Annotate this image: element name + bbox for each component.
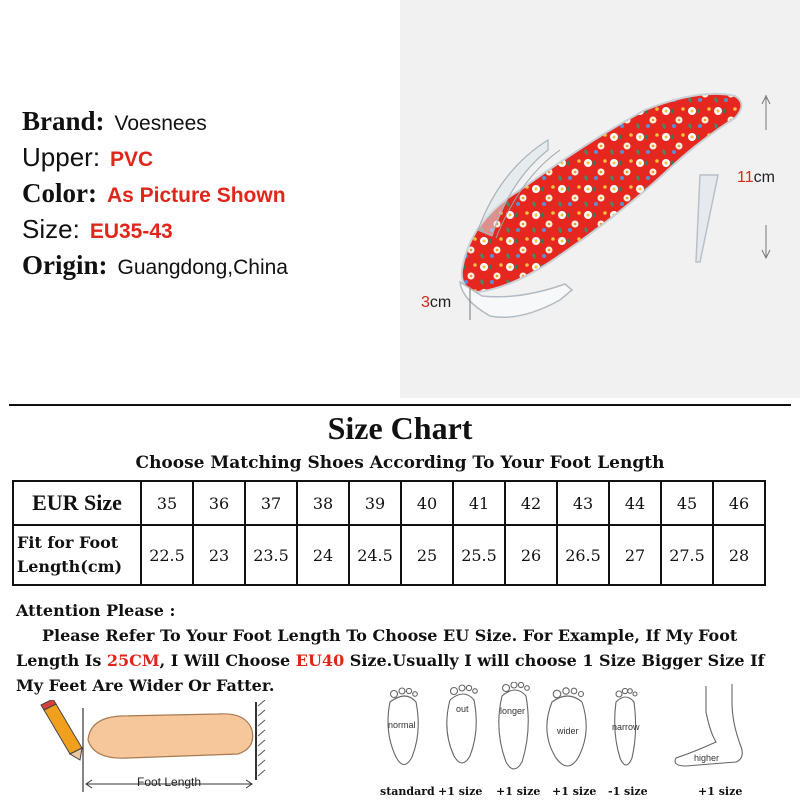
eur-size-cell: 38: [297, 481, 349, 525]
foot-type-label: higher: [694, 753, 720, 763]
color-value: As Picture Shown: [106, 184, 286, 207]
foot-length-cell: 27: [609, 525, 661, 585]
spec-upper: [22, 142, 402, 178]
eur-size-cell: 43: [557, 481, 609, 525]
attention-body: Please Refer To Your Foot Length To Choose EU Size. For Example, If My Foot Length Is 25CM, I Will Choose EU40 Size.Usually I will choose 1 Size Bigger Size If My Feet Are Wider Or Fatter.: [16, 626, 765, 695]
eur-size-cell: 46: [713, 481, 765, 525]
eur-size-cell: 37: [245, 481, 297, 525]
spec-brand: [22, 106, 402, 142]
foot-side-view: [88, 714, 253, 758]
color-label: Color:: [22, 178, 97, 208]
platform-height-label: 3cm: [421, 294, 452, 311]
upper-label: Upper:: [22, 142, 101, 172]
foot-type-label: out: [456, 704, 469, 714]
foot-length-cell: 26: [505, 525, 557, 585]
eur-size-cell: 42: [505, 481, 557, 525]
example-foot-length: 25CM: [106, 651, 160, 670]
foot-type-label: wider: [557, 726, 579, 736]
foot-normal-icon: [388, 696, 418, 765]
foot-length-label: Foot Length: [137, 775, 202, 789]
attention-heading: Attention Please :: [16, 601, 176, 620]
foot-length-cell: 27.5: [661, 525, 713, 585]
size-table: [12, 480, 766, 586]
upper-value: PVC: [110, 148, 154, 171]
heel: [696, 175, 718, 262]
brand-label: Brand:: [22, 106, 105, 136]
foot-type-caption: -1 size: [608, 785, 648, 798]
foot-length-cell: 22.5: [141, 525, 193, 585]
foot-length-header: [13, 525, 141, 585]
heel-height-label: 11cm: [737, 169, 775, 186]
foot-length-header-line2: Length(cm): [17, 557, 123, 576]
foot-length-row: [13, 525, 765, 585]
foot-length-cell: 23.5: [245, 525, 297, 585]
foot-longer-icon: [499, 690, 528, 769]
foot-length-cell: 23: [193, 525, 245, 585]
shoe-photo: [400, 0, 800, 398]
product-specs: [22, 106, 402, 286]
example-eu-size: EU40: [295, 651, 345, 670]
eur-size-cell: 41: [453, 481, 505, 525]
shoe-illustration: [400, 0, 800, 398]
size-label: Size:: [22, 214, 80, 244]
foot-length-cell: 28: [713, 525, 765, 585]
foot-types-illustration: [376, 682, 796, 782]
eur-size-cell: 39: [349, 481, 401, 525]
eur-size-cell: 40: [401, 481, 453, 525]
size-chart-title: Size Chart: [327, 410, 473, 446]
foot-type-caption: +1 size: [552, 785, 597, 798]
eur-size-cell: 44: [609, 481, 661, 525]
foot-length-cell: 25.5: [453, 525, 505, 585]
eur-size-header: EUR Size: [13, 481, 141, 525]
eur-size-cell: 36: [193, 481, 245, 525]
spec-origin: [22, 250, 402, 286]
spec-color: [22, 178, 402, 214]
foot-length-header-line1: Fit for Foot: [17, 533, 119, 552]
origin-label: Origin:: [22, 250, 108, 280]
foot-length-cell: 26.5: [557, 525, 609, 585]
spec-size: [22, 214, 402, 250]
origin-value: Guangdong,China: [117, 256, 288, 279]
foot-type-label: normal: [388, 720, 416, 730]
foot-type-caption: +1 size: [698, 785, 743, 798]
foot-type-caption: standard: [380, 785, 435, 798]
foot-length-cell: 25: [401, 525, 453, 585]
foot-type-label: longer: [500, 706, 526, 716]
eur-size-cell: 35: [141, 481, 193, 525]
pencil-icon: [41, 700, 82, 760]
foot-length-cell: 24: [297, 525, 349, 585]
section-divider: [9, 404, 791, 406]
foot-type-caption: +1 size: [438, 785, 483, 798]
size-chart-subtitle: Choose Matching Shoes According To Your Foot Length: [135, 453, 665, 473]
eur-size-row: [13, 481, 765, 525]
eur-size-cell: 45: [661, 481, 713, 525]
size-value: EU35-43: [89, 220, 173, 243]
foot-type-label: narrow: [612, 722, 640, 732]
brand-value: Voesnees: [114, 112, 207, 135]
foot-length-cell: 24.5: [349, 525, 401, 585]
foot-type-caption: +1 size: [496, 785, 541, 798]
